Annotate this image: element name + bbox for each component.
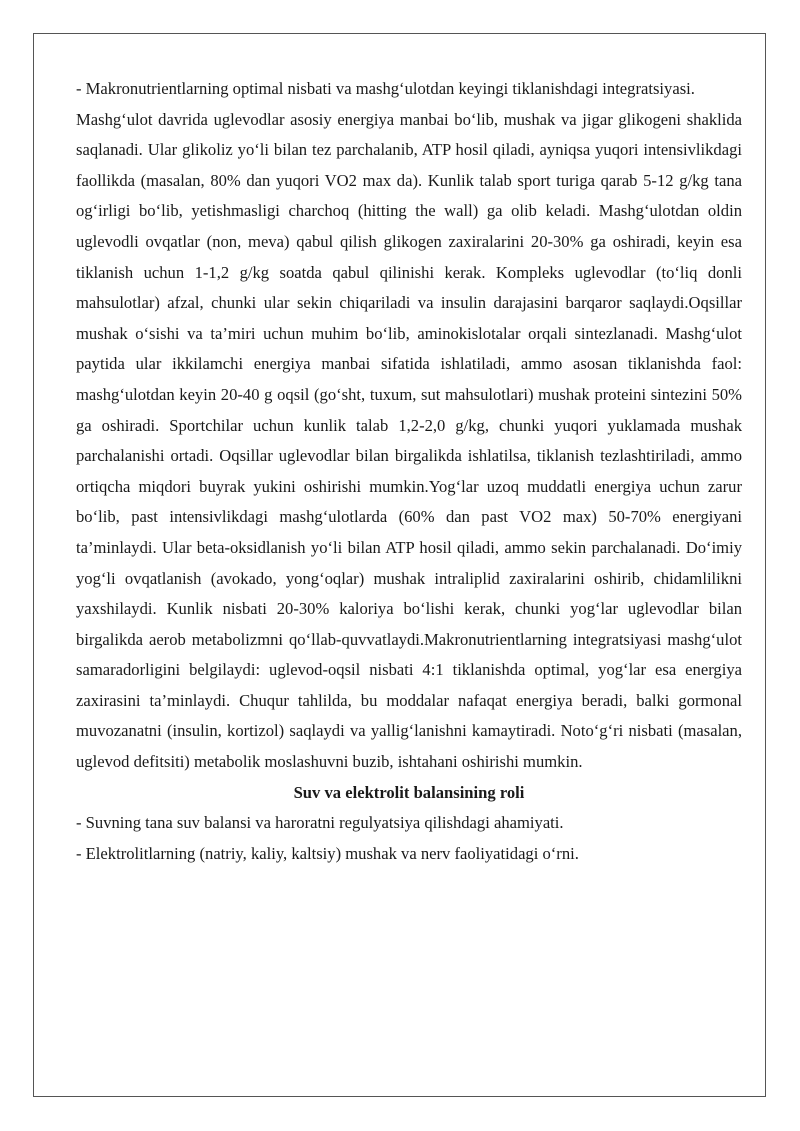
section-heading: Suv va elektrolit balansining roli bbox=[293, 782, 525, 802]
document-body bbox=[76, 74, 742, 869]
body-paragraph: Mashg‘ulot davrida uglevodlar asosiy energiya manbai bo‘lib, mushak va jigar glikogeni shaklida saqlanadi. Ular glikoliz yo‘li bilan tez parchalanib, ATP hosil qiladi, ayniqsa yuqori intensivlikdagi faollikda (masalan, 80% dan yuqori VO2 max da). Kunlik talab sport turiga qarab 5-12 g/kg tana og‘irligi bo‘lib, yetishmasligi charchoq (hitting the wall) ga olib keladi. Mashg‘ulotdan oldin uglevodli ovqatlar (non, meva) qabul qilish glikogen zaxiralarini 20-30% ga oshiradi, keyin esa tiklanish uchun 1-1,2 g/kg soatda qabul qilinishi kerak. Kompleks uglevodlar (to‘liq donli mahsulotlar) afzal, chunki ular sekin chiqariladi va insulin darajasini barqaror saqlaydi.Oqsillar mushak o‘sishi va ta’miri uchun muhim bo‘lib, aminokislotalar orqali sintezlanadi. Mashg‘ulot paytida ular ikkilamchi energiya manbai sifatida ishlatiladi, ammo asosan tiklanishda faol: mashg‘ulotdan keyin 20-40 g oqsil (go‘sht, tuxum, sut mahsulotlari) mushak proteini sintezini 50% ga oshiradi. Sportchilar uchun kunlik talab 1,2-2,0 g/kg, chunki yuqori yuklamada mushak parchalanishi ortadi. Oqsillar uglevodlar bilan birgalikda ishlatilsa, tiklanish tezlashtiriladi, ammo ortiqcha miqdori buyrak yukini oshirishi mumkin.Yog‘lar uzoq muddatli energiya uchun zarur bo‘lib, past intensivlikdagi mashg‘ulotlarda (60% dan past VO2 max) 50-70% energiyani ta’minlaydi. Ular beta-oksidlanish yo‘li bilan ATP hosil qiladi, ammo sekin parchalanadi. Do‘imiy yog‘li ovqatlanish (avokado, yong‘oqlar) mushak intraliplid zaxiralarini oshirib, chidamlilikni yaxshilaydi. Kunlik nisbati 20-30% kaloriya bo‘lishi kerak, chunki yog‘lar uglevodlar bilan birgalikda aerob metabolizmni qo‘llab-quvvatlaydi.Makronutrientlarning integratsiyasi mashg‘ulot samaradorligini belgilaydi: uglevod-oqsil nisbati 4:1 tiklanishda optimal, yog‘lar esa energiya zaxirasini ta’minlaydi. Chuqur tahlilda, bu moddalar nafaqat energiya beradi, balki gormonal muvozanatni (insulin, kortizol) saqlaydi va yallig‘lanishni kamaytiradi. Noto‘g‘ri nisbati (masalan, uglevod defitsiti) metabolik moslashuvni buzib, ishtahani oshirishi mumkin. bbox=[76, 109, 742, 772]
list-item: - Suvning tana suv balansi va haroratni regulyatsiya qilishdagi ahamiyati. bbox=[76, 813, 564, 833]
list-item: - Elektrolitlarning (natriy, kaliy, kaltsiy) mushak va nerv faoliyatidagi o‘rni. bbox=[76, 843, 579, 863]
intro-list-item: - Makronutrientlarning optimal nisbati va mashg‘ulotdan keyingi tiklanishdagi integratsiyasi. bbox=[76, 79, 695, 98]
